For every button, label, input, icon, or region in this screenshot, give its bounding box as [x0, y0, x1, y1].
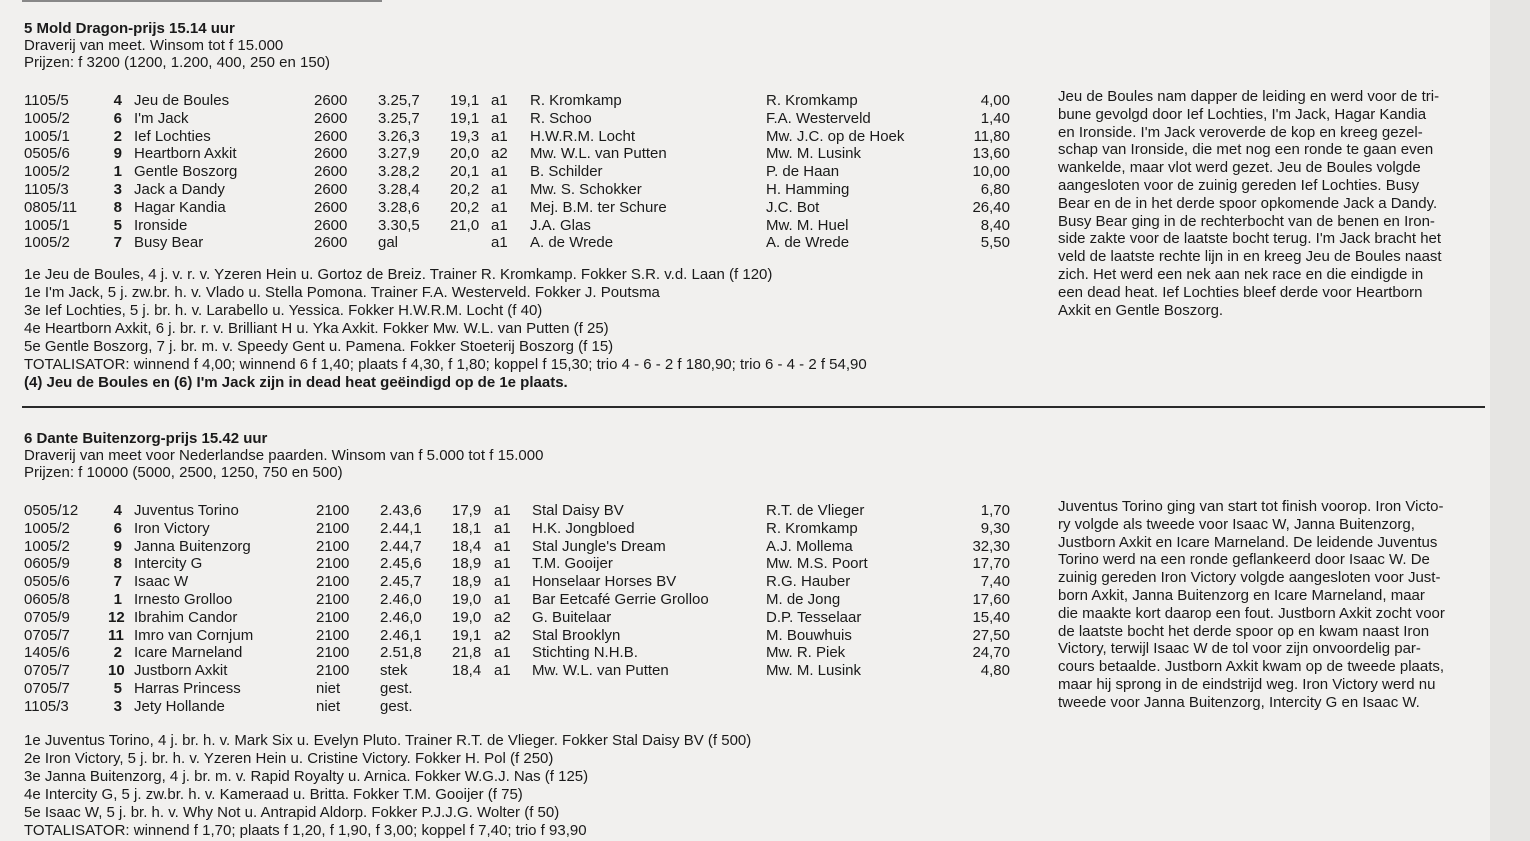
report-line: schap van Ironside, die met nog een ronde te gaan even: [1058, 141, 1434, 159]
driver-cell: A.J. Mollema: [766, 537, 853, 555]
time-cell: 2.46,0: [380, 590, 422, 608]
time-cell: 2.46,1: [380, 626, 422, 644]
horse-name-cell: Ironside: [134, 216, 188, 234]
payout-cell: 10,00: [972, 163, 1010, 181]
form-cell: 0705/7: [24, 662, 70, 680]
payout-cell: 11,80: [973, 127, 1010, 145]
placing-line: 1e Juventus Torino, 4 j. br. h. v. Mark Six u. Evelyn Pluto. Trainer R.T. de Vlieger. Fokker Stal Daisy BV (f 500): [24, 732, 752, 749]
owner-cell: H.W.R.M. Locht: [530, 127, 636, 145]
form-cell: 0505/6: [24, 573, 70, 591]
class-cell: a1: [494, 502, 511, 519]
placing-line: 5e Gentle Boszorg, 7 j. br. m. v. Speedy Gent u. Pamena. Fokker Stoeterij Boszorg (f 15): [24, 338, 614, 355]
race-prizes: Prijzen: f 10000 (5000, 2500, 1250, 750 en 500): [24, 464, 343, 481]
payout-cell: 8,40: [980, 216, 1010, 234]
start-number-cell: 12: [108, 608, 125, 626]
time-cell: 2.44,1: [380, 519, 422, 537]
section-divider: [22, 406, 1485, 408]
top-rule: [22, 0, 382, 2]
payout-cell: 1,40: [980, 109, 1010, 127]
page-edge: [1490, 0, 1530, 841]
payout-cell: 15,40: [972, 608, 1010, 626]
distance-cell: 2100: [316, 519, 350, 537]
start-number-cell: 2: [113, 644, 122, 662]
horse-name-cell: Icare Marneland: [134, 644, 243, 662]
payout-cell: 7,40: [980, 573, 1010, 591]
driver-cell: Mw. M. Lusink: [766, 662, 862, 680]
start-number-cell: 1: [113, 590, 122, 608]
payout-cell: 27,50: [972, 626, 1010, 644]
horse-name-cell: Intercity G: [134, 555, 203, 573]
owner-cell: Mw. S. Schokker: [530, 180, 642, 198]
start-number-cell: 10: [108, 662, 125, 680]
start-number-cell: 4: [113, 502, 122, 519]
distance-cell: 2600: [314, 127, 348, 145]
distance-cell: 2100: [316, 537, 350, 555]
placings-list: [24, 732, 751, 840]
start-number-cell: 6: [113, 519, 122, 537]
placing-line: 1e I'm Jack, 5 j. zw.br. h. v. Vlado u. Stella Pomona. Trainer F.A. Westerveld. Fokker J. Poutsma: [24, 284, 660, 301]
report-line: ry volgde als tweede voor Isaac W, Janna Buitenzorg,: [1058, 515, 1415, 533]
distance-cell: 2600: [314, 109, 348, 127]
form-cell: 1005/2: [24, 163, 70, 181]
start-number-cell: 8: [113, 198, 122, 216]
horse-name-cell: Irnesto Grolloo: [134, 590, 233, 608]
time-cell: gal: [378, 234, 399, 252]
driver-cell: A. de Wrede: [766, 234, 850, 252]
driver-cell: R.T. de Vlieger: [766, 502, 865, 519]
form-cell: 1005/2: [24, 537, 70, 555]
race-subtitle: Draverij van meet. Winsom tot f 15.000: [24, 37, 284, 54]
distance-cell: 2100: [316, 555, 350, 573]
placing-line: 5e Isaac W, 5 j. br. h. v. Why Not u. Antrapid Aldorp. Fokker P.J.J.G. Wolter (f 50): [24, 804, 560, 821]
dead-heat-note: (4) Jeu de Boules en (6) I'm Jack zijn in dead heat geëindigd op de 1e plaats.: [24, 374, 568, 391]
report-line: Jeu de Boules nam dapper de leiding en werd voor de tri-: [1058, 88, 1440, 105]
class-cell: a1: [494, 537, 511, 555]
horse-name-cell: Justborn Axkit: [134, 662, 228, 680]
horse-name-cell: Iron Victory: [134, 519, 210, 537]
km-time-cell: 19,1: [450, 109, 480, 127]
owner-cell: B. Schilder: [530, 163, 603, 181]
placing-line: 4e Heartborn Axkit, 6 j. br. r. v. Brilliant H u. Yka Axkit. Fokker Mw. W.L. van Putten (f 25): [24, 320, 609, 337]
distance-cell: 2600: [314, 234, 348, 252]
start-number-cell: 9: [113, 537, 122, 555]
distance-cell: niet: [316, 679, 341, 697]
time-cell: 2.51,8: [380, 644, 422, 662]
report-line: Torino werd na een ronde geflankeerd door Isaac W. De: [1058, 551, 1430, 569]
payout-cell: 17,60: [972, 590, 1010, 608]
payout-cell: 1,70: [980, 502, 1010, 519]
class-cell: a1: [491, 180, 508, 198]
class-cell: a1: [494, 555, 511, 573]
owner-cell: Stal Daisy BV: [532, 502, 624, 519]
horse-name-cell: Imro van Cornjum: [134, 626, 254, 644]
class-cell: a2: [491, 145, 508, 163]
driver-cell: H. Hamming: [766, 180, 850, 198]
class-cell: a1: [494, 644, 511, 662]
owner-cell: A. de Wrede: [530, 234, 614, 252]
horse-name-cell: Jety Hollande: [134, 697, 225, 715]
distance-cell: 2600: [314, 145, 348, 163]
race-5-section: [24, 20, 1010, 391]
horse-name-cell: Harras Princess: [134, 679, 241, 697]
report-line: Axkit en Gentle Boszorg.: [1058, 301, 1224, 319]
report-line: en Ironside. I'm Jack veroverde de kop en kreeg gezel-: [1058, 123, 1423, 141]
km-time-cell: 19,1: [452, 626, 482, 644]
time-cell: 2.44,7: [380, 537, 422, 555]
report-line: veld de laatste rechte lijn in en kreeg Jeu de Boules naast: [1058, 248, 1442, 266]
form-cell: 1105/3: [24, 697, 69, 715]
distance-cell: 2100: [316, 502, 350, 519]
time-cell: 3.26,3: [378, 127, 420, 145]
horse-name-cell: Janna Buitenzorg: [134, 537, 251, 555]
report-line: Bear en de in het derde spoor opkomende Jack a Dandy.: [1058, 194, 1438, 212]
horse-name-cell: Gentle Boszorg: [134, 163, 238, 181]
km-time-cell: 20,0: [450, 145, 480, 163]
km-time-cell: 18,4: [452, 662, 482, 680]
race-6-section: [24, 430, 1010, 839]
driver-cell: F.A. Westerveld: [766, 109, 871, 127]
driver-cell: Mw. M.S. Poort: [766, 555, 868, 573]
report-line: zuinig gereden Iron Victory volgde aangesloten voor Just-: [1058, 569, 1441, 587]
form-cell: 0705/7: [24, 679, 70, 697]
distance-cell: 2600: [314, 216, 348, 234]
placing-line: 1e Jeu de Boules, 4 j. v. r. v. Yzeren Hein u. Gortoz de Breiz. Trainer R. Kromkamp. Fokker S.R. v.d. Laan (f 120): [24, 266, 773, 283]
distance-cell: 2100: [316, 662, 350, 680]
driver-cell: R. Kromkamp: [766, 519, 858, 537]
time-cell: stek: [380, 662, 408, 680]
owner-cell: Mw. W.L. van Putten: [532, 662, 669, 680]
horse-name-cell: Ief Lochties: [134, 127, 211, 145]
placing-line: 2e Iron Victory, 5 j. br. h. v. Yzeren Hein u. Cristine Victory. Fokker H. Pol (f 250): [24, 750, 554, 767]
driver-cell: M. de Jong: [766, 590, 841, 608]
start-number-cell: 9: [113, 145, 122, 163]
driver-cell: Mw. M. Huel: [766, 216, 849, 234]
horse-name-cell: Isaac W: [134, 573, 189, 591]
time-cell: 2.45,7: [380, 573, 422, 591]
form-cell: 1105/3: [24, 180, 69, 198]
km-time-cell: 18,4: [452, 537, 482, 555]
payout-cell: 13,60: [972, 145, 1010, 163]
owner-cell: R. Kromkamp: [530, 92, 622, 109]
time-cell: 3.28,6: [378, 198, 420, 216]
time-cell: 3.25,7: [378, 109, 420, 127]
km-time-cell: 19,3: [450, 127, 480, 145]
report-line: cours betaalde. Justborn Axkit kwam op de tweede plaats,: [1058, 658, 1445, 676]
report-line: Justborn Axkit en Icare Marneland. De leidende Juventus: [1058, 533, 1438, 551]
report-line: side zakte voor de laatste bocht terug. I'm Jack bracht het: [1058, 230, 1442, 248]
km-time-cell: 18,1: [452, 519, 482, 537]
distance-cell: niet: [316, 697, 341, 715]
owner-cell: Mej. B.M. ter Schure: [530, 198, 667, 216]
horse-name-cell: Jack a Dandy: [134, 180, 225, 198]
class-cell: a1: [491, 109, 508, 127]
form-cell: 0505/6: [24, 145, 70, 163]
start-number-cell: 5: [113, 216, 122, 234]
driver-cell: J.C. Bot: [766, 198, 820, 216]
distance-cell: 2600: [314, 198, 348, 216]
report-line: Victory, terwijl Isaac W de tol voor zijn onvoordelig par-: [1058, 640, 1421, 658]
km-time-cell: 20,2: [450, 180, 480, 198]
race-title: 6 Dante Buitenzorg-prijs 15.42 uur: [24, 430, 268, 447]
payout-cell: 4,00: [980, 92, 1010, 109]
placing-line: 3e Janna Buitenzorg, 4 j. br. m. v. Rapid Royalty u. Arnica. Fokker W.G.J. Nas (f 125): [24, 768, 589, 785]
report-line: bune gevolgd door Ief Lochties, I'm Jack, Hagar Kandia: [1058, 105, 1427, 123]
owner-cell: H.K. Jongbloed: [532, 519, 635, 537]
start-number-cell: 8: [113, 555, 122, 573]
start-number-cell: 4: [113, 92, 122, 109]
race-report: [1058, 498, 1486, 712]
class-cell: a1: [494, 590, 511, 608]
start-number-cell: 2: [113, 127, 122, 145]
driver-cell: R. Kromkamp: [766, 92, 858, 109]
km-time-cell: 20,2: [450, 198, 480, 216]
km-time-cell: 21,8: [452, 644, 482, 662]
report-line: de laatste bocht het derde spoor op en kwam naast Iron: [1058, 622, 1430, 640]
horse-name-cell: Hagar Kandia: [134, 198, 226, 216]
form-cell: 0705/9: [24, 608, 70, 626]
payout-cell: 6,80: [980, 180, 1010, 198]
owner-cell: Bar Eetcafé Gerrie Grolloo: [532, 590, 709, 608]
report-line: die maakte kort daarop een fout. Justborn Axkit zocht voor: [1058, 604, 1445, 622]
horse-name-cell: Juventus Torino: [134, 502, 239, 519]
owner-cell: G. Buitelaar: [532, 608, 612, 626]
report-line: maar hij sprong in de eindstrijd weg. Iron Victory werd nu: [1058, 675, 1436, 693]
time-cell: 2.43,6: [380, 502, 422, 519]
driver-cell: D.P. Tesselaar: [766, 608, 862, 626]
form-cell: 0605/8: [24, 590, 70, 608]
form-cell: 1005/1: [24, 216, 70, 234]
km-time-cell: 19,0: [452, 608, 482, 626]
class-cell: a1: [491, 92, 508, 109]
payout-cell: 24,70: [972, 644, 1010, 662]
payout-cell: 32,30: [972, 537, 1010, 555]
form-cell: 0505/12: [24, 502, 79, 519]
payout-cell: 26,40: [972, 198, 1010, 216]
payout-cell: 9,30: [980, 519, 1010, 537]
distance-cell: 2100: [316, 644, 350, 662]
report-line: zich. Het werd een nek aan nek race en die eindigde in: [1058, 265, 1424, 283]
km-time-cell: 17,9: [452, 502, 482, 519]
time-cell: 3.30,5: [378, 216, 420, 234]
class-cell: a2: [494, 608, 511, 626]
start-number-cell: 3: [113, 180, 122, 198]
form-cell: 1405/6: [24, 644, 70, 662]
horse-name-cell: I'm Jack: [134, 109, 189, 127]
owner-cell: Stichting N.H.B.: [532, 644, 638, 662]
time-cell: 3.25,7: [378, 92, 420, 109]
form-cell: 1105/5: [24, 92, 69, 109]
form-cell: 0805/11: [24, 198, 78, 216]
distance-cell: 2100: [316, 608, 350, 626]
driver-cell: Mw. M. Lusink: [766, 145, 862, 163]
owner-cell: R. Schoo: [530, 109, 592, 127]
driver-cell: P. de Haan: [766, 163, 840, 181]
form-cell: 1005/2: [24, 109, 70, 127]
form-cell: 1005/2: [24, 519, 70, 537]
horse-name-cell: Jeu de Boules: [134, 92, 230, 109]
time-cell: 3.28,2: [378, 163, 420, 181]
horse-name-cell: Heartborn Axkit: [134, 145, 237, 163]
totalisator-line: TOTALISATOR: winnend f 4,00; winnend 6 f 1,40; plaats f 4,30, f 1,80; koppel f 15,30; trio 4 - 6 - 2 f 180,90; trio 6 - 4 - 2 f 54,90: [24, 356, 867, 373]
start-number-cell: 6: [113, 109, 122, 127]
horse-name-cell: Ibrahim Candor: [134, 608, 238, 626]
km-time-cell: 21,0: [450, 216, 480, 234]
start-number-cell: 5: [113, 679, 122, 697]
time-cell: gest.: [380, 697, 413, 715]
placing-line: 3e Ief Lochties, 5 j. br. h. v. Larabello u. Yessica. Fokker H.W.R.M. Locht (f 40): [24, 302, 543, 319]
report-line: Busy Bear ging in de rechterbocht van de benen en Iron-: [1058, 212, 1435, 230]
form-cell: 1005/1: [24, 127, 70, 145]
owner-cell: Honselaar Horses BV: [532, 573, 677, 591]
distance-cell: 2100: [316, 626, 350, 644]
payout-cell: 17,70: [972, 555, 1010, 573]
race-prizes: Prijzen: f 3200 (1200, 1.200, 400, 250 en 150): [24, 54, 331, 71]
owner-cell: T.M. Gooijer: [532, 555, 613, 573]
placing-line: 4e Intercity G, 5 j. zw.br. h. v. Kameraad u. Britta. Fokker T.M. Gooijer (f 75): [24, 786, 523, 803]
distance-cell: 2600: [314, 92, 348, 109]
race-subtitle: Draverij van meet voor Nederlandse paarden. Winsom van f 5.000 tot f 15.000: [24, 447, 544, 464]
form-cell: 1005/2: [24, 234, 70, 252]
owner-cell: J.A. Glas: [530, 216, 591, 234]
km-time-cell: 19,0: [452, 590, 482, 608]
time-cell: 3.27,9: [378, 145, 420, 163]
driver-cell: M. Bouwhuis: [766, 626, 852, 644]
class-cell: a1: [491, 216, 508, 234]
report-line: tweede voor Janna Buitenzorg, Intercity G en Isaac W.: [1058, 693, 1420, 711]
km-time-cell: 20,1: [450, 163, 480, 181]
class-cell: a1: [491, 127, 508, 145]
horse-name-cell: Busy Bear: [134, 234, 204, 252]
form-cell: 0705/7: [24, 626, 70, 644]
class-cell: a1: [491, 198, 508, 216]
class-cell: a1: [491, 234, 508, 252]
placings-list: [24, 266, 867, 392]
driver-cell: Mw. J.C. op de Hoek: [766, 127, 905, 145]
race-report: [1058, 88, 1486, 319]
distance-cell: 2100: [316, 590, 350, 608]
class-cell: a1: [494, 573, 511, 591]
start-number-cell: 1: [113, 163, 122, 181]
distance-cell: 2100: [316, 573, 350, 591]
class-cell: a1: [494, 519, 511, 537]
time-cell: 2.45,6: [380, 555, 422, 573]
totalisator-line: TOTALISATOR: winnend f 1,70; plaats f 1,20, f 1,90, f 3,00; koppel f 7,40; trio f 93,90: [24, 822, 587, 839]
start-number-cell: 3: [113, 697, 122, 715]
start-number-cell: 11: [108, 626, 124, 644]
class-cell: a2: [494, 626, 511, 644]
time-cell: gest.: [380, 679, 413, 697]
distance-cell: 2600: [314, 163, 348, 181]
class-cell: a1: [494, 662, 511, 680]
report-line: aangesloten voor de zuinig gereden Ief Lochties. Busy: [1058, 176, 1420, 194]
start-number-cell: 7: [113, 573, 122, 591]
report-line: Juventus Torino ging van start tot finish voorop. Iron Victo-: [1058, 498, 1444, 515]
driver-cell: R.G. Hauber: [766, 573, 851, 591]
report-line: wankelde, maar vlot werd gezet. Jeu de Boules volgde: [1058, 159, 1421, 177]
km-time-cell: 18,9: [452, 555, 482, 573]
time-cell: 3.28,4: [378, 180, 420, 198]
owner-cell: Mw. W.L. van Putten: [530, 145, 667, 163]
report-line: een dead heat. Ief Lochties bleef derde voor Heartborn: [1058, 283, 1423, 301]
form-cell: 0605/9: [24, 555, 70, 573]
report-line: born Axkit, Janna Buitenzorg en Icare Marneland, maar: [1058, 586, 1425, 604]
driver-cell: Mw. R. Piek: [766, 644, 846, 662]
km-time-cell: 19,1: [450, 92, 480, 109]
payout-cell: 5,50: [980, 234, 1010, 252]
race-title: 5 Mold Dragon-prijs 15.14 uur: [24, 20, 235, 37]
start-number-cell: 7: [113, 234, 122, 252]
payout-cell: 4,80: [980, 662, 1010, 680]
km-time-cell: 18,9: [452, 573, 482, 591]
class-cell: a1: [491, 163, 508, 181]
owner-cell: Stal Jungle's Dream: [532, 537, 666, 555]
owner-cell: Stal Brooklyn: [532, 626, 621, 644]
distance-cell: 2600: [314, 180, 348, 198]
time-cell: 2.46,0: [380, 608, 422, 626]
